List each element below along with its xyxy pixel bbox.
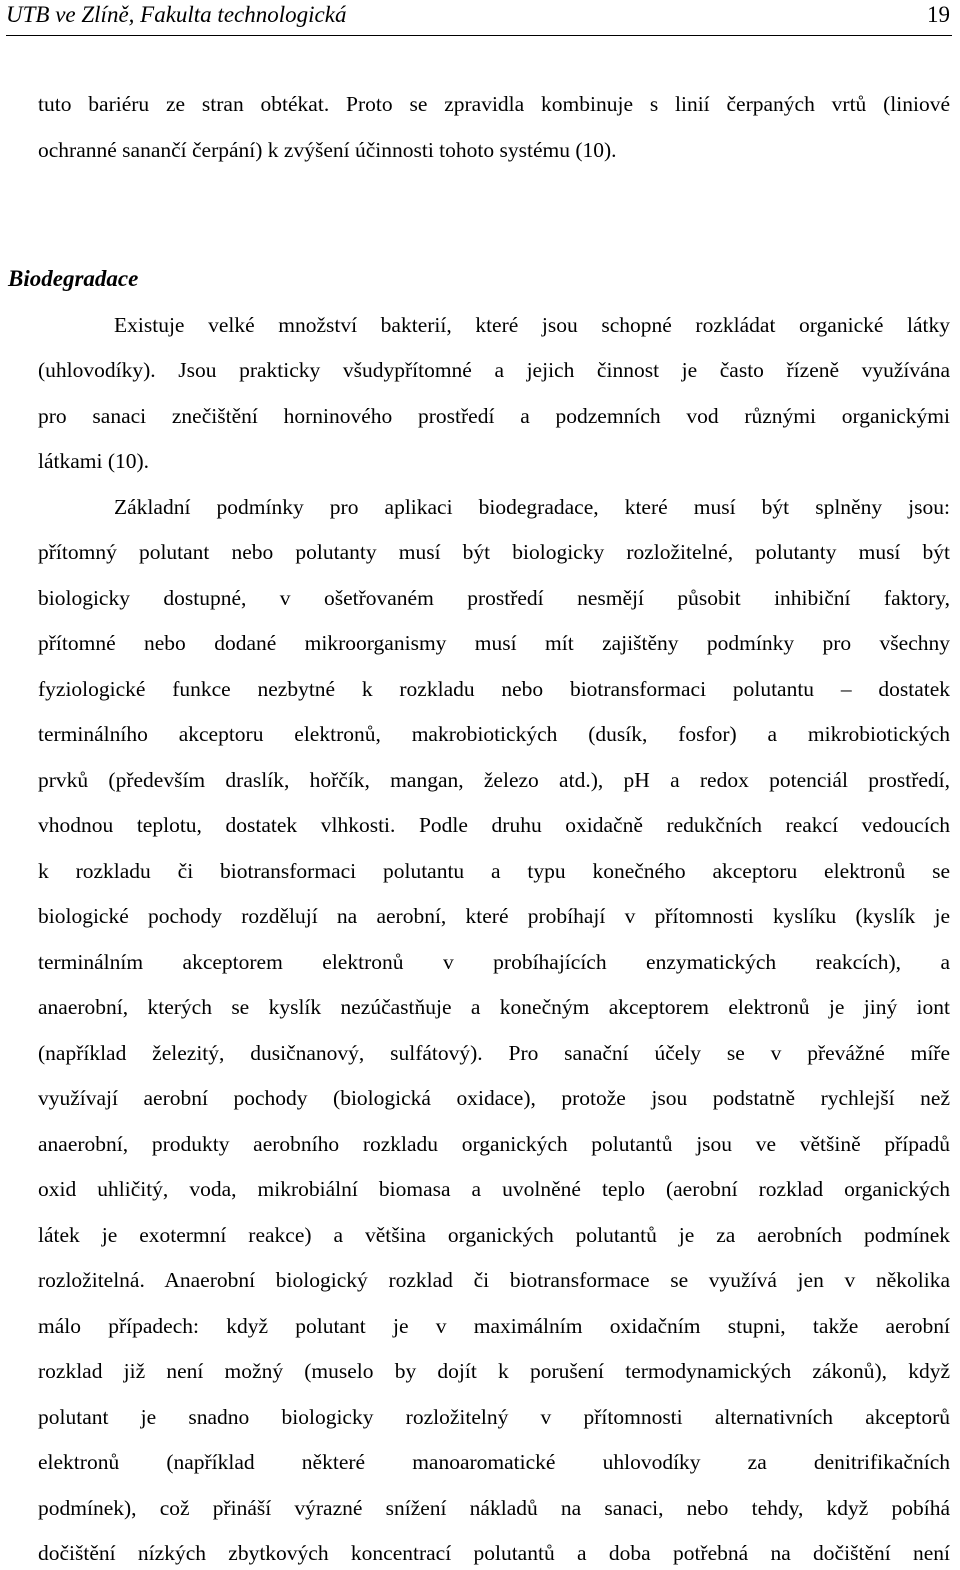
text-line: využívají aerobní pochody (biologická oxidace), protože jsou podstatně rychlejší než: [38, 1086, 950, 1110]
text-line: přítomný polutant nebo polutanty musí být biologicky rozložitelné, polutanty musí být: [38, 540, 950, 564]
text-line: polutant je snadno biologicky rozložitelný v přítomnosti alternativních akceptorů: [38, 1405, 950, 1429]
text-line: látek je exotermní reakce) a většina organických polutantů je za aerobních podmínek: [38, 1223, 950, 1247]
text-line: rozklad již není možný (muselo by dojít k porušení termodynamických zákonů), když: [38, 1359, 950, 1383]
text-line: terminálním akceptorem elektronů v probíhajících enzymatických reakcích), a: [38, 950, 950, 974]
header-title: UTB ve Zlíně, Fakulta technologická: [6, 2, 347, 27]
text-line: (uhlovodíky). Jsou prakticky všudypřítomné a jejich činnost je často řízeně využívána: [38, 358, 950, 382]
text-line: (například železitý, dusičnanový, sulfátový). Pro sanační účely se v převážné míře: [38, 1041, 950, 1065]
text-line: málo případech: když polutant je v maximálním oxidačním stupni, takže aerobní: [38, 1314, 950, 1338]
text-line: anaerobní, kterých se kyslík nezúčastňuje a konečným akceptorem elektronů je jiný iont: [38, 995, 950, 1019]
text-line: biologické pochody rozdělují na aerobní, které probíhají v přítomnosti kyslíku (kyslík je: [38, 904, 950, 928]
text-line: přítomné nebo dodané mikroorganismy musí mít zajištěny podmínky pro všechny: [38, 631, 950, 655]
text-line: fyziologické funkce nezbytné k rozkladu nebo biotransformaci polutantu – dostatek: [38, 677, 950, 701]
text-line: anaerobní, produkty aerobního rozkladu organických polutantů jsou ve většině případů: [38, 1132, 950, 1156]
text-line: rozložitelná. Anaerobní biologický rozklad či biotransformace se využívá jen v několika: [38, 1268, 950, 1292]
text-line: pro sanaci znečištění horninového prostředí a podzemních vod různými organickými: [38, 404, 950, 428]
text-line: terminálního akceptoru elektronů, makrobiotických (dusík, fosfor) a mikrobiotických: [38, 722, 950, 746]
text-line: vhodnou teplotu, dostatek vlhkosti. Podle druhu oxidačně redukčních reakcí vedoucích: [38, 813, 950, 837]
text-line: Existuje velké množství bakterií, které jsou schopné rozkládat organické látky: [114, 313, 950, 337]
text-line: biologicky dostupné, v ošetřovaném prostředí nesmějí působit inhibiční faktory,: [38, 586, 950, 610]
text-line: elektronů (například některé manoaromatické uhlovodíky za denitrifikačních: [38, 1450, 950, 1474]
text-line: ochranné sanančí čerpání) k zvýšení účinnosti tohoto systému (10).: [38, 138, 617, 162]
text-line: látkami (10).: [38, 449, 150, 473]
text-line: podmínek), což přináší výrazné snížení nákladů na sanaci, nebo tehdy, když pobíhá: [38, 1496, 950, 1520]
text-line: oxid uhličitý, voda, mikrobiální biomasa a uvolněné teplo (aerobní rozklad organických: [38, 1177, 950, 1201]
text-line: Základní podmínky pro aplikaci biodegradace, které musí být splněny jsou:: [114, 495, 950, 519]
text-line: dočištění nízkých zbytkových koncentrací polutantů a doba potřebná na dočištění není: [38, 1541, 950, 1565]
page-header: [6, 0, 952, 36]
text-line: prvků (především draslík, hořčík, mangan, železo atd.), pH a redox potenciál prostředí,: [38, 768, 950, 792]
text-line: k rozkladu či biotransformaci polutantu a typu konečného akceptoru elektronů se: [38, 859, 950, 883]
section-heading: Biodegradace: [8, 266, 139, 291]
text-line: tuto bariéru ze stran obtékat. Proto se zpravidla kombinuje s linií čerpaných vrtů (liniové: [38, 92, 950, 116]
page-number: 19: [927, 2, 950, 27]
